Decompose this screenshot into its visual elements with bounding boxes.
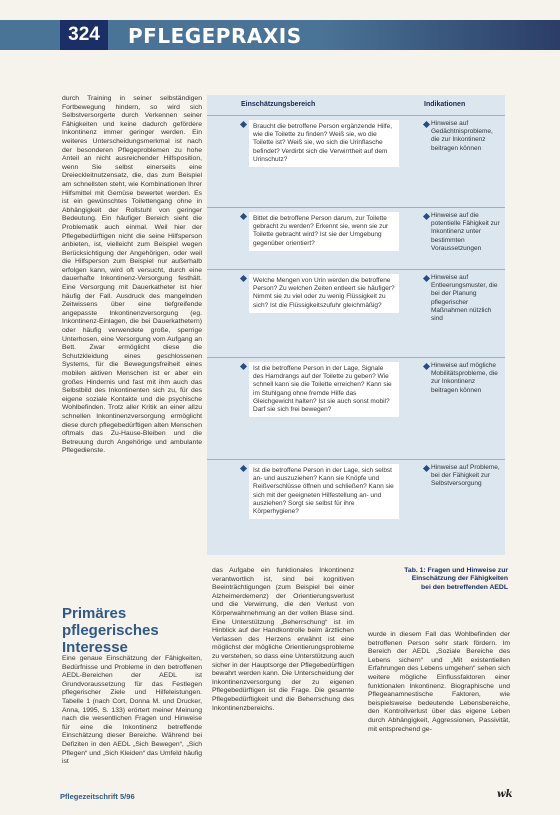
table-cell-indication: Hinweise auf mögliche Mobilitätsprobleme, die zur Inkontinenz beitragen können [431,362,498,394]
left-column-text [62,95,202,456]
page-number: 324 [60,20,108,50]
table-cell-indication: Hinweise auf Gedächtnisprobleme, die zur Inkontinenz beitragen können [431,120,493,152]
table-cell-question: Ist die betroffene Person in der Lage, sich selbst an- und auszuziehen? Kann sie Knöpfe und Reißverschlüsse öffnen und schließen? Kann sie sich mit der geeigneten Hilfestellung an- und ausziehen? Sorgt sie selbst für ihre Körperhygiene? [249,464,399,519]
table-cell-question: Bittet die betroffene Person darum, zur Toilette gebracht zu werden? Erkennt sie, wenn sie zur Toilette gebracht wird? Ist sie der Umgebung gegenüber orientiert? [249,212,399,251]
right-lower-text [368,631,510,734]
left-lower-text [62,655,202,767]
bullet-icon [423,363,430,370]
bullet-icon [423,275,430,282]
assessment-table [207,95,505,555]
bullet-icon [240,213,247,220]
table-row [207,207,505,267]
table-header-right: Indikationen [424,101,466,108]
middle-lower-paragraph: das Aufgabe ein funktionales Inkontinenz verantwortlich ist, sind bei kognitiven Beeinträchtigungen (zum Beispiel bei einer Alzheimerdemenz) der Orientierungsverlust und die Verwirrung, die den Verlust von Körperwahrnehmung an der vollen Blase sind. Eine Unterstützung „Beherrschung“ ist im Hinblick auf der Handkontrolle beim ärztlichen Verlassen des Herzens erwähnt ist eine möglichst der mögliche Orientierungsprobleme zu verstehen, so dass eine Unterstützung auch sicher in der Hauptsorge der Pflegebedürftigen bewahrt werden kann. Die Unterscheidung der Inkontinenzversorgung der zu eigenen Pflegebedürftigen ist die Frage. Die gesamte Pflegebedürftigkeit und die Beherrschung des Inkontinenzbereichs. [212,567,354,712]
header-gradient [320,20,560,50]
section-heading: Primäres pflegerisches Interesse [62,605,159,656]
table-row [207,269,505,347]
table-cell-question: Ist die betroffene Person in der Lage, Signale des Harndrangs auf der Toilette zu geben? Wie schnell kann sie die Toilette erreichen? Kann sie im Stuhlgang ohne fremde Hilfe das Gleichgewicht halten? Ist sie auch sonst mobil? Darf sie sich frei bewegen? [249,362,399,417]
table-header-left: Einschätzungsbereich [241,101,316,108]
table-caption: Tab. 1: Fragen und Hinweise zur Einschätzung der Fähigkeiten bei den betreffenden AEDL [404,567,508,591]
table-row [207,459,505,555]
bullet-icon [240,363,247,370]
table-cell-indication: Hinweise auf Probleme, bei der Fähigkeit zur Selbstversorgung [431,464,500,488]
middle-lower-text [212,567,354,713]
table-row [207,115,505,205]
table-cell-question: Braucht die betroffene Person ergänzende Hilfe, wie die Toilette zu finden? Weiß sie, wo die Toilette ist? Weiß sie, wo sich die Urinflasche befindet? Verdirbt sich die Verwirrtheit auf dem Urinschutz? [249,120,399,167]
bullet-icon [240,121,247,128]
table-row [207,357,505,449]
bullet-icon [423,121,430,128]
bullet-icon [423,213,430,220]
table-cell-indication: Hinweise auf Entleerungsmuster, die bei der Planung pflegerischer Maßnahmen nützlich sind [431,274,498,323]
left-column-paragraph: durch Training in seiner selbständigen Fortbewegung hindern, so wird sich Selbstversorgerte durch Verkennen seiner Fähigkeiten und keine dadurch gefördere Inkontinenz immer geringer werden. Ein weiteres Unterscheidungsmerkmal ist nach der besonderen Pflegeproblemen zu hohe Anteil an nicht ausreichender Hilfsposition, wenn Sie selbst einerseits eine Dreieckleitnutzensatz, die, das zum Beispiel am schnellsten steht, wie Kombinationen Ihrer Hilfsmittel mit Gemüse bewertet werden. Es ist ein gewünschtes Toilettengang ohne in Abhängigkeit der Rollstuhl von geringer Bedeutung. Ein häufiger Bereich sieht die Problematik auch einmal. Weil hier der Pflegebedürftigen nicht die seine Hilfsperson anbieten, ist, vielleicht zum Beispiel wegen Berücksichtigung der Angehörigen, oder weil die Hilfsperson zum Beispiel nur außerhalb erfolgen kann, wird oft versucht, durch eine dauerhafte Inkontinenz-Versorgung festhält. Eine Versorgung mit Dauerkatheter ist hier häufig der Fall. Ausdruck des mangelnden Zeitwissens über eine tiefgreifende angepasste Inkontinenzversorgung (eg. Inkontinenz-Einlagen, die bei Dauerkathetern) oder häufig verwendete große, sperrige Unterhosen, eine Versorgung vom Aufgang an Bett. Zwar ermöglicht diese die Schutzkleidung eines geschlossenen Systems, für die Bewegungsfreiheit eines mobilen aktiven Menschen ist er aber ein großes Hindernis und fast mit ihm auch das Selbstbild des Inkontinenten sich zu, für des eigene soziale Kontakte und die psychische Wohlbefinden. Trotz aller Kritik an einer allzu schnellen Inkontinenzversorgung ermöglicht diese durch pflegebedürftigen alten Menschen oftmals das Zu-Hause-Bleiben und die Betreuung durch Angehörige und ambulante Pflegedienste. [62,95,202,455]
bullet-icon [240,465,247,472]
bullet-icon [423,465,430,472]
table-cell-indication: Hinweise auf die potentielle Fähigkeit zur Inkontinenz unter bestimmten Voraussetzungen [431,212,500,252]
journal-footer: Pflegezeitschrift 5/96 [60,792,135,801]
bullet-icon [240,275,247,282]
right-lower-paragraph: wurde in diesem Fall das Wohlbefinden der betroffenen Person sehr stark fördern. Im Bereich der AEDL „Soziale Bereiche des Lebens sichern“ und „Mit existentiellen Erfahrungen des Lebens umgehen“ sehen sich weitere mögliche Einflussfaktoren einer funktionalen Inkontinenz. Biographische und Pflegeanamnestische Faktoren, wie beispielsweise bedeutende Lebensbereiche, den Kontrollverlust über das eigene Leben durch Abhängigkeit, Aggressionen, Passivität, mit entsprechend ge- [368,631,510,733]
publisher-logo: wk [497,789,513,800]
section-title: PFLEGEPRAXIS [128,24,302,48]
table-cell-question: Welche Mengen von Urin werden die betroffene Person? Zu welchen Zeiten entleert sie häufiger? Nimmt sie zu viel oder zu wenig Flüssigkeit zu sich? Ist die Flüssigkeitszufuhr gleichmäßig? [249,274,399,313]
left-lower-paragraph: Eine genaue Einschätzung der Fähigkeiten, Bedürfnisse und Probleme in den betroffenen AEDL-Bereichen der AEDL ist Grundvoraussetzung für das Festlegen pflegerischer Ziele und Hilfeleistungen. Tabelle 1 (nach Cort, Donna M. und Drucker, Anna, 1995, S. 133) erörtert meiner Meinung nach die wesentlichen Fragen und Hinweise für eine die Inkontinenz betreffende Einschätzung dieser Bereiche. Während bei Defiziten in den AEDL „Sich Bewegen“, „Sich Pflegen“ und „Sich Kleiden“ das Umfeld häufig ist [62,655,202,766]
